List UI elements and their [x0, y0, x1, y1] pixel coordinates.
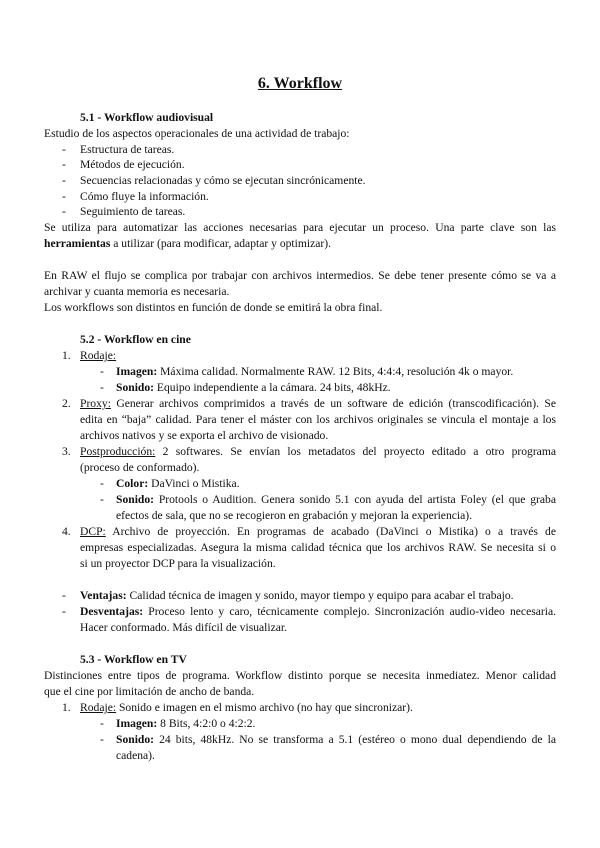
s51-paragraph-2-line-2: archivar y cuanta memoria es necesaria. — [44, 285, 230, 298]
section-heading-5-1: 5.1 - Workflow audiovisual — [80, 111, 214, 124]
s51-intro: Estudio de los aspectos operacionales de una actividad de trabajo: — [44, 127, 350, 140]
dash-bullet: - — [62, 190, 66, 203]
dash-bullet: - — [62, 143, 66, 156]
dash-bullet: - — [62, 158, 66, 171]
section-heading-5-2: 5.2 - Workflow en cine — [80, 333, 191, 346]
page-title: 6. Workflow — [257, 75, 343, 92]
s53-paragraph-line-2: que el cine por limitación de ancho de banda. — [44, 685, 255, 698]
s51-paragraph-1-line-1: Se utiliza para automatizar las acciones necesarias para ejecutar un proceso. Una parte clave son las — [44, 221, 556, 234]
s53-paragraph-line-1: Distinciones entre tipos de programa. Workflow distinto porque se necesita inmediatez. Menor calidad — [44, 669, 556, 682]
s51-paragraph-2-line-1: En RAW el flujo se complica por trabajar con archivos intermedios. Se debe tener presente cómo se va a — [44, 269, 556, 282]
s51-paragraph-1-line-2: herramientas a utilizar (para modificar, adaptar y optimizar). — [44, 237, 332, 250]
dash-bullet: - — [62, 174, 66, 187]
dash-bullet: - — [62, 205, 66, 218]
s51-paragraph-3: Los workflows son distintos en función de donde se emitirá la obra final. — [44, 301, 383, 314]
document-page: 6. Workflow 5.1 - Workflow audiovisual Estudio de los aspectos operacionales de una actividad de trabajo: - Estructura de tareas. - Métodos de ejecución. - Secuencias relacionadas y cómo se ejecutan sincrónicamente. - Cómo fluye la información. - Seguimiento de tareas. Se utiliza para automatizar las acciones necesarias para ejecutar un proceso. Una parte clave son las herramientas a utilizar (para modificar, adaptar y optimizar). En RAW el flujo se complica por trabajar con archivos intermedios. Se debe tener presente cómo se va a archivar y cuanta memoria es necesaria. Los workflows son distintos en función de donde se emitirá la obra final. 5.2 - Workflow en cine 1. Rodaje: - Imagen: Máxima calidad. Normalmente RAW. 12 Bits, 4:4:4, resolución 4k o mayor. - Sonido: Equipo independiente a la cámara. 24 bits, 48kHz. 2. Proxy: Generar archivos comprimidos a través de un software de edición (transcodificación). Se edita en “baja” calidad. Para tener el máster con los archivos originales se vincula el montaje a los archivos nativos y se exporta el archivo de visionado. 3. Postproducción: 2 softwares. Se envían los metadatos del proyecto editado a otro programa (proceso de conformado). - Color: DaVinci o Mistika. - Sonido: Protools o Audition. Genera sonido 5.1 con ayuda del artista Foley (el que graba efectos de sala, que no se recogieron en grabación y mejoran la experiencia). 4. DCP: Archivo de proyección. En programas de acabado (DaVinci o Mistika) o a través de empresas especializadas. Asegura la misma calidad técnica que los archivos RAW. Se necesita si o si un proyector DCP para la visualización. - Ventajas: Calidad técnica de imagen y sonido, mayor tiempo y equipo para acabar el trabajo. - Desventajas: Proceso lento y caro, técnicamente complejo. Sincronización audio-video necesaria. Hacer conformado. Más difícil de visualizar. 5.3 - Workflow en TV Distinciones entre tipos de programa. Workflow distinto porque se necesita inmediatez. Menor calidad que el cine por limitación de ancho de banda. 1. Rodaje: Sonido e imagen en el mismo archivo (no hay que sincronizar). - Imagen: 8 Bits, 4:2:0 o 4:2:2. - Sonido: 24 bits, 48kHz. No se transforma a 5.1 (estéreo o mono dual dependiendo de la cadena). — [0, 0, 600, 848]
section-heading-5-3: 5.3 - Workflow en TV — [80, 653, 187, 666]
